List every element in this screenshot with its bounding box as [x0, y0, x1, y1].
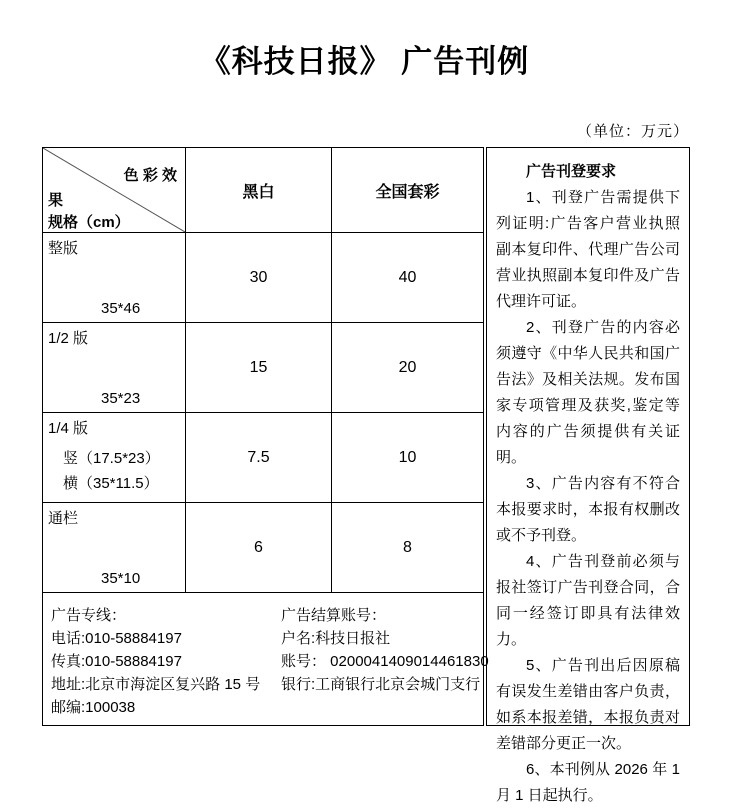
row-name: 整版: [48, 240, 79, 257]
price-half-page-color: 20: [332, 323, 483, 413]
unit-note: （单位：万元）: [576, 123, 689, 140]
diagonal-label-spec: 规格（cm）: [48, 214, 130, 231]
column-header-national-color: 全国套彩: [332, 148, 483, 233]
price-banner-color: 8: [332, 503, 483, 593]
price-quarter-page-bw: 7.5: [186, 413, 332, 503]
hotline-label: 广告专线：: [51, 607, 127, 624]
row-spec: 35*46: [101, 300, 141, 317]
requirement-item-2: 2、刊登广告的内容必须遵守《中华人民共和国广告法》及相关法规。发布国家专项管理及获奖,鉴定等内容的广告须提供有关证明。: [496, 319, 680, 466]
account-holder-line: 户名:科技日报社: [281, 630, 391, 647]
account-title: 广告结算账号：: [281, 607, 387, 624]
requirement-item-4: 4、广告刊登前必须与报社签订广告刊登合同，合同一经签订即具有法律效力。: [496, 553, 680, 648]
settlement-account-block: [281, 604, 489, 696]
price-half-page-bw: 15: [186, 323, 332, 413]
table-row-quarter-page-name-cell: [43, 413, 186, 503]
requirement-item-5: 5、广告刊出后因原稿有误发生差错由客户负责，如系本报差错，本报负责对差错部分更正一次。: [496, 657, 680, 752]
table-row-banner-name-cell: [43, 503, 186, 593]
phone-line: 电话:010-58884197: [51, 630, 182, 647]
price-banner-bw: 6: [186, 503, 332, 593]
row-spec: 35*10: [101, 570, 141, 587]
page-title: 《科技日报》 广告刊例: [199, 44, 530, 79]
fax-line: 传真:010-58884197: [51, 653, 182, 670]
diagonal-label-color-effect: 色 彩 效: [123, 167, 177, 184]
row-name: 1/4 版: [48, 420, 89, 437]
postcode-line: 邮编:100038: [51, 699, 136, 716]
diagonal-header-cell: [43, 148, 186, 233]
row-name: 1/2 版: [48, 330, 89, 347]
column-header-black-white: 黑白: [186, 148, 332, 233]
table-row-full-page-name-cell: [43, 233, 186, 323]
requirements-heading: 广告刊登要求: [526, 163, 617, 180]
requirement-item-6: 6、本刊例从 2026 年 1 月 1 日起执行。: [496, 761, 680, 804]
requirement-item-3: 3、广告内容有不符合本报要求时，本报有权删改或不予刊登。: [496, 475, 680, 544]
diagonal-label-color-effect-wrap: 果: [48, 192, 64, 209]
row-spec-vertical: 竖（17.5*23）: [63, 450, 160, 467]
address-line: 地址:北京市海淀区复兴路 15 号: [51, 676, 261, 693]
requirement-item-1: 1、刊登广告需提供下列证明:广告客户营业执照副本复印件、代理广告公司营业执照副本复印件及广告代理许可证。: [496, 189, 680, 310]
rate-table: [42, 147, 489, 726]
price-quarter-page-color: 10: [332, 413, 483, 503]
account-number-line: 账号： 0200041409014461830: [281, 653, 489, 670]
table-footer-cell: [43, 593, 489, 725]
contact-info-block: [51, 604, 260, 719]
price-full-page-color: 40: [332, 233, 483, 323]
row-name: 通栏: [48, 510, 79, 527]
price-full-page-bw: 30: [186, 233, 332, 323]
row-spec-lines: [63, 446, 160, 496]
row-spec-horizontal: 横（35*11.5）: [63, 475, 159, 492]
row-spec: 35*23: [101, 390, 141, 407]
requirements-panel: [486, 147, 690, 804]
bank-line: 银行:工商银行北京会城门支行: [281, 676, 481, 693]
table-row-half-page-name-cell: [43, 323, 186, 413]
